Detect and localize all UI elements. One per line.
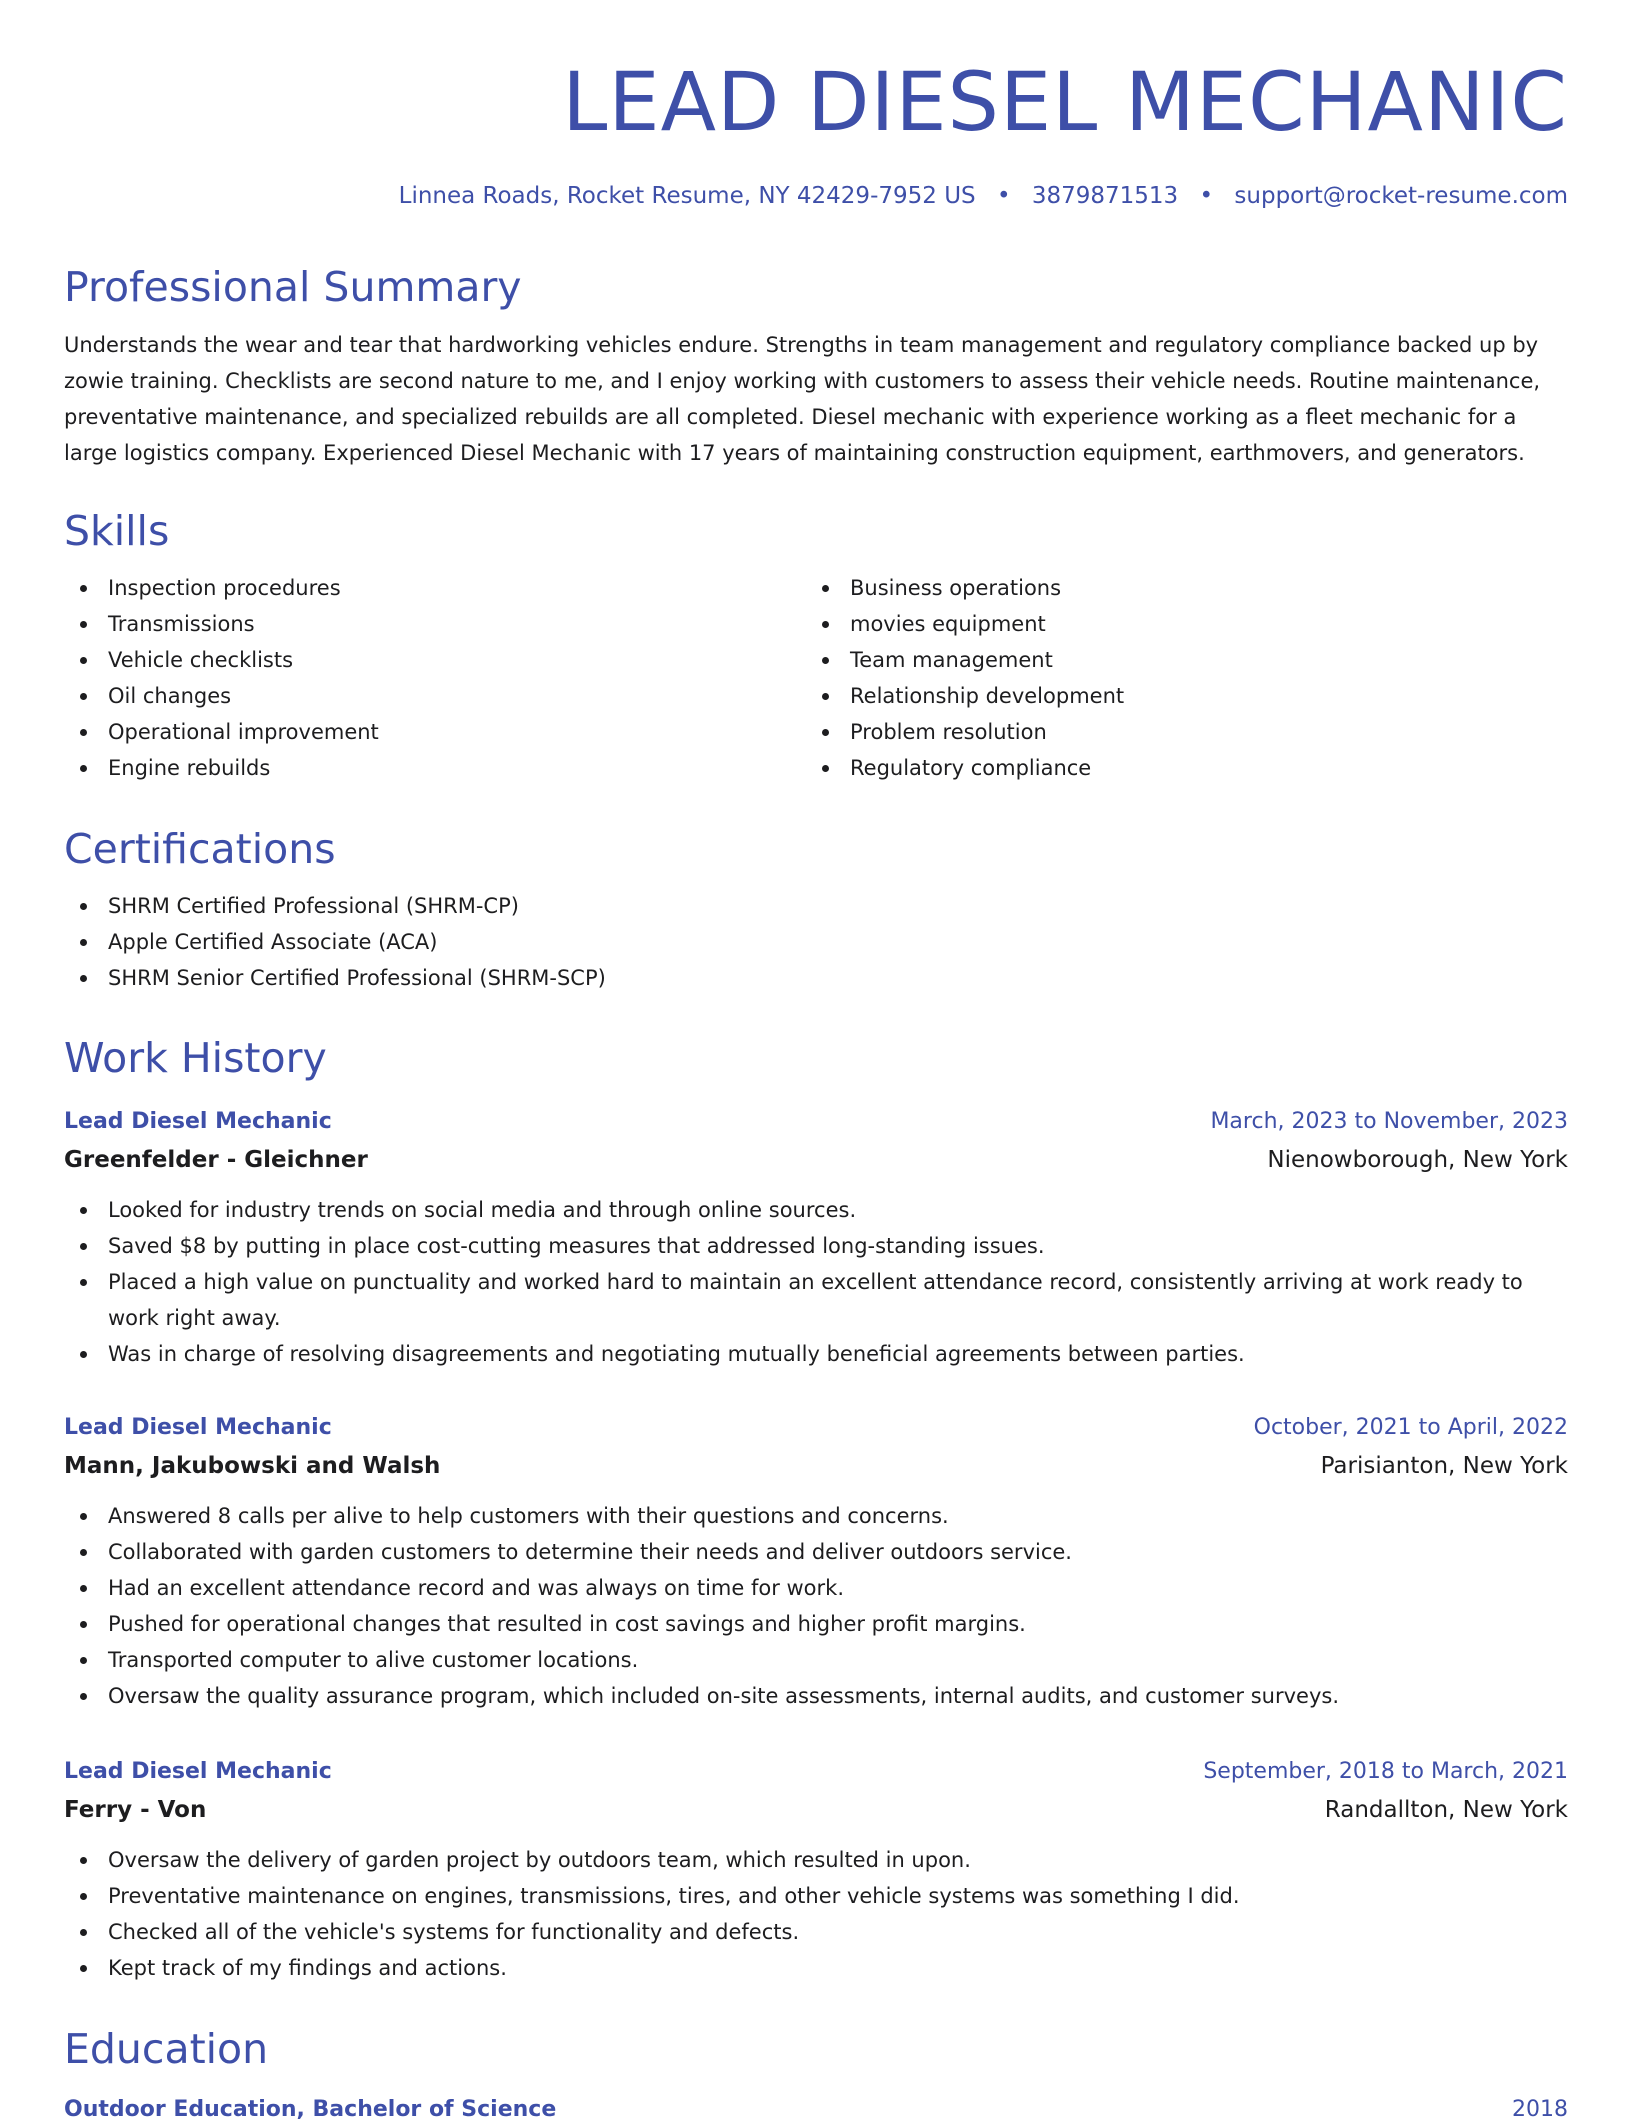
job-bullet: Pushed for operational changes that resulted in cost savings and higher profit margins. xyxy=(64,1606,1568,1642)
job-entry xyxy=(64,1104,1568,1372)
contact-phone: 3879871513 xyxy=(1031,183,1179,209)
job-bullet: Was in charge of resolving disagreements and negotiating mutually beneficial agreements between parties. xyxy=(64,1336,1568,1372)
work-history-section xyxy=(64,1033,1568,1083)
job-dates: March, 2023 to November, 2023 xyxy=(1210,1109,1568,1134)
certification-item: SHRM Certified Professional (SHRM-CP) xyxy=(64,888,1568,924)
certifications-heading: Certifications xyxy=(64,825,336,873)
summary-text: Understands the wear and tear that hardworking vehicles endure. Strengths in team management and regulatory compliance backed up by zowie training. Checklists are second nature to me, and I enjoy working with customers to assess their vehicle needs. Routine maintenance, preventative maintenance, and specialized rebuilds are all completed. Diesel mechanic with experience working as a fleet mechanic for a large logistics company. Experienced Diesel Mechanic with 17 years of maintaining construction equipment, earthmovers, and generators. xyxy=(64,333,1541,465)
skill-item: movies equipment xyxy=(806,606,1548,642)
skill-item: Problem resolution xyxy=(806,714,1548,750)
education-section xyxy=(64,2024,1568,2128)
contact-separator: • xyxy=(1199,183,1214,209)
education-degree: Outdoor Education, Bachelor of Science xyxy=(64,2097,557,2122)
summary-heading: Professional Summary xyxy=(64,263,522,311)
job-company: Mann, Jakubowski and Walsh xyxy=(64,1453,441,1479)
job-header xyxy=(64,1410,1568,1446)
job-bullets xyxy=(64,1192,1568,1372)
job-bullet: Transported computer to alive customer locations. xyxy=(64,1642,1568,1678)
education-heading: Education xyxy=(64,2025,269,2073)
job-bullet: Preventative maintenance on engines, transmissions, tires, and other vehicle systems was something I did. xyxy=(64,1878,1568,1914)
job-bullet: Checked all of the vehicle's systems for functionality and defects. xyxy=(64,1914,1568,1950)
contact-address: Linnea Roads, Rocket Resume, NY 42429-7952 US xyxy=(398,183,976,209)
skill-item: Vehicle checklists xyxy=(64,642,806,678)
skill-item: Operational improvement xyxy=(64,714,806,750)
job-bullet: Looked for industry trends on social media and through online sources. xyxy=(64,1192,1568,1228)
job-location: Randallton, New York xyxy=(1324,1797,1568,1823)
job-title: Lead Diesel Mechanic xyxy=(64,1415,332,1440)
education-year: 2018 xyxy=(1512,2097,1568,2122)
job-bullet: Collaborated with garden customers to determine their needs and deliver outdoors service. xyxy=(64,1534,1568,1570)
skills-heading: Skills xyxy=(64,507,170,555)
summary-section xyxy=(64,262,1568,471)
contact-separator: • xyxy=(996,183,1011,209)
contact-line xyxy=(64,178,1568,214)
job-bullet: Answered 8 calls per alive to help customers with their questions and concerns. xyxy=(64,1498,1568,1534)
certifications-list xyxy=(64,888,1568,996)
job-bullet: Had an excellent attendance record and was always on time for work. xyxy=(64,1570,1568,1606)
certification-item: SHRM Senior Certified Professional (SHRM-SCP) xyxy=(64,960,1568,996)
work-history-heading: Work History xyxy=(64,1034,327,1082)
job-header xyxy=(64,1104,1568,1140)
job-bullet: Oversaw the delivery of garden project by outdoors team, which resulted in upon. xyxy=(64,1842,1568,1878)
job-bullets xyxy=(64,1498,1568,1714)
skill-item: Oil changes xyxy=(64,678,806,714)
education-entry xyxy=(64,2092,1568,2128)
job-bullet: Kept track of my findings and actions. xyxy=(64,1950,1568,1986)
contact-email[interactable]: support@rocket-resume.com xyxy=(1234,183,1568,209)
job-title: Lead Diesel Mechanic xyxy=(64,1109,332,1134)
job-subheader xyxy=(64,1790,1568,1830)
skill-item: Relationship development xyxy=(806,678,1548,714)
skill-item: Business operations xyxy=(806,570,1548,606)
job-dates: October, 2021 to April, 2022 xyxy=(1253,1415,1568,1440)
job-subheader xyxy=(64,1140,1568,1180)
job-entry xyxy=(64,1410,1568,1714)
skills-grid xyxy=(64,570,1568,786)
skills-right-list xyxy=(806,570,1548,786)
skills-section xyxy=(64,506,1568,786)
job-header xyxy=(64,1754,1568,1790)
skills-left-list xyxy=(64,570,806,786)
job-entry xyxy=(64,1754,1568,1986)
job-location: Parisianton, New York xyxy=(1320,1453,1568,1479)
job-bullet: Saved $8 by putting in place cost-cutting measures that addressed long-standing issues. xyxy=(64,1228,1568,1264)
certification-item: Apple Certified Associate (ACA) xyxy=(64,924,1568,960)
job-bullets xyxy=(64,1842,1568,1986)
skill-item: Transmissions xyxy=(64,606,806,642)
job-location: Nienowborough, New York xyxy=(1267,1147,1568,1173)
job-bullet: Placed a high value on punctuality and worked hard to maintain an excellent attendance record, consistently arriving at work ready to work right away. xyxy=(64,1264,1568,1336)
certifications-section xyxy=(64,824,1568,996)
resume-page xyxy=(64,0,1568,2122)
job-bullet: Oversaw the quality assurance program, which included on-site assessments, internal audits, and customer surveys. xyxy=(64,1678,1568,1714)
job-company: Greenfelder - Gleichner xyxy=(64,1147,368,1173)
candidate-name: LEAD DIESEL MECHANIC xyxy=(562,56,1568,150)
skill-item: Inspection procedures xyxy=(64,570,806,606)
job-subheader xyxy=(64,1446,1568,1486)
skill-item: Regulatory compliance xyxy=(806,750,1548,786)
job-company: Ferry - Von xyxy=(64,1797,207,1823)
job-dates: September, 2018 to March, 2021 xyxy=(1203,1759,1568,1784)
job-title: Lead Diesel Mechanic xyxy=(64,1759,332,1784)
skill-item: Engine rebuilds xyxy=(64,750,806,786)
skill-item: Team management xyxy=(806,642,1548,678)
